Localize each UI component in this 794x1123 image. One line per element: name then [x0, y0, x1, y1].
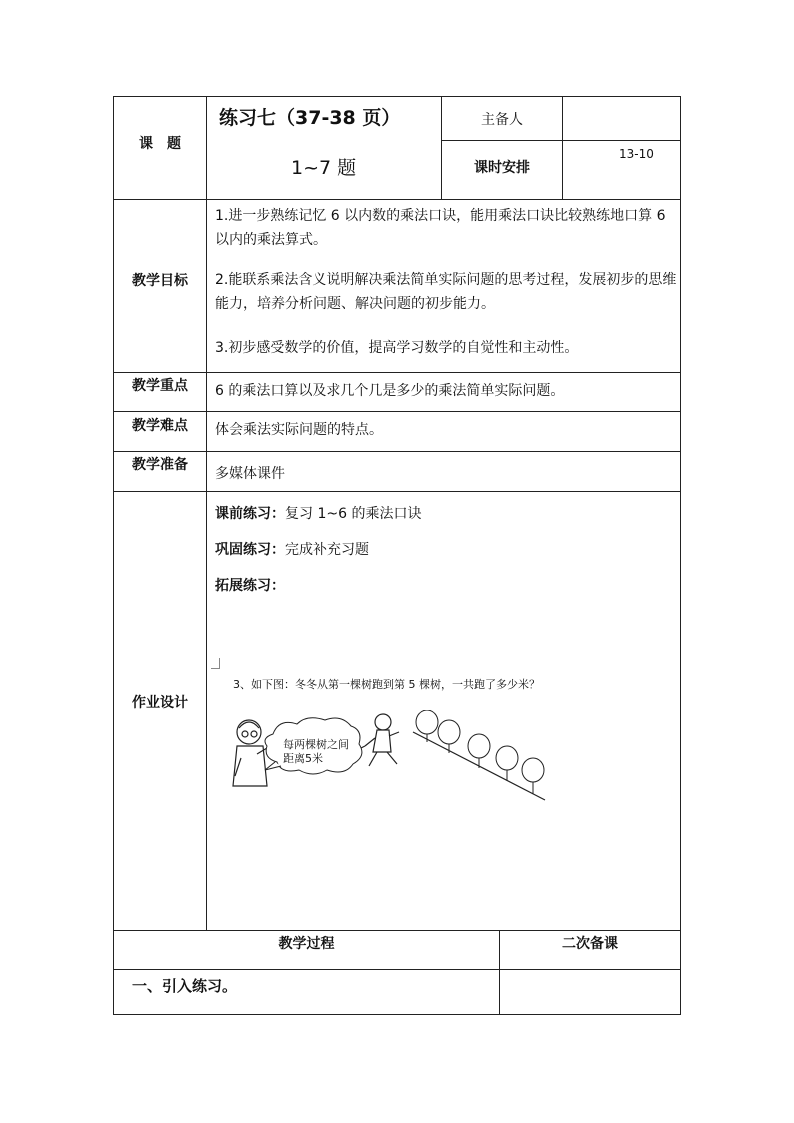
preparation-label-cell: [113, 451, 207, 492]
goal-item-1: 1.进一步熟练记忆 6 以内数的乘法口诀，能用乘法口诀比较熟练地口算 6 以内的乘法算式。: [215, 208, 666, 248]
second-prep-label: 二次备课: [562, 936, 618, 952]
goals-label-cell: [113, 199, 207, 373]
goal-item-3: 3.初步感受数学的价值，提高学习数学的自觉性和主动性。: [215, 340, 579, 356]
schedule-label-cell: [441, 140, 563, 200]
key-points-label-cell: [113, 372, 207, 412]
tree-icon: [468, 734, 490, 768]
lesson-title-line1: 练习七（37-38 页）: [219, 107, 401, 129]
boy-speaking-icon: [233, 720, 267, 786]
process-content-cell: [113, 969, 500, 1015]
preparation-content-cell: [206, 451, 681, 492]
subject-label: 课 题: [139, 136, 181, 152]
pre-practice: [215, 502, 421, 526]
corner-mark: [211, 658, 220, 669]
tree-icon: [496, 746, 518, 781]
consolidate-practice-label: 巩固练习：: [215, 542, 285, 558]
difficulties-label-cell: [113, 411, 207, 452]
extend-practice-label: 拓展练习：: [215, 578, 285, 594]
second-prep-content-cell: [499, 969, 681, 1015]
key-points-label: 教学重点: [132, 378, 188, 394]
second-prep-label-cell: [499, 930, 681, 970]
lesson-title-cell: [206, 96, 442, 200]
homework-content-cell: [206, 491, 681, 931]
tree-icon: [416, 710, 438, 742]
tree-icon: [438, 720, 460, 753]
consolidate-practice-text: 完成补充习题: [285, 542, 369, 558]
running-boy-icon: [361, 714, 399, 766]
process-label: 教学过程: [278, 936, 335, 952]
goals-label: 教学目标: [132, 273, 188, 289]
goals-content-cell: [206, 199, 681, 373]
pre-practice-text: 复习 1~6 的乘法口诀: [285, 506, 422, 522]
difficulties-content-cell: [206, 411, 681, 452]
goal-item-2: 2.能联系乘法含义说明解决乘法简单实际问题的思考过程，发展初步的思维能力，培养分析问题、解决问题的初步能力。: [215, 272, 677, 312]
preparation-label: 教学准备: [132, 457, 188, 473]
difficulties-label: 教学难点: [132, 418, 188, 434]
process-label-cell: [113, 930, 500, 970]
difficulties-text: 体会乘法实际问题的特点。: [215, 422, 383, 438]
schedule-value-cell: [562, 140, 681, 200]
tree-icon: [522, 758, 544, 794]
key-points-text: 6 的乘法口算以及求几个几是多少的乘法简单实际问题。: [215, 383, 565, 399]
schedule-value: 13-10: [619, 147, 654, 161]
preparer-label-cell: [441, 96, 563, 141]
process-step-1: 一、引入练习。: [132, 977, 238, 995]
lesson-title-line2: 1~7 题: [291, 157, 357, 179]
homework-label: 作业设计: [132, 695, 188, 711]
running-trees-illustration: [227, 710, 567, 810]
preparation-text: 多媒体课件: [215, 466, 285, 482]
subject-label-cell: [113, 96, 207, 200]
problem-text: 3、如下图：冬冬从第一棵树跑到第 5 棵树，一共跑了多少米？: [233, 678, 540, 691]
homework-label-cell: [113, 491, 207, 931]
bubble-line2: 距离5米: [283, 752, 323, 765]
key-points-content-cell: [206, 372, 681, 412]
consolidate-practice: [215, 538, 369, 562]
preparer-label: 主备人: [481, 112, 523, 128]
preparer-value-cell: [562, 96, 681, 141]
schedule-label: 课时安排: [474, 160, 530, 176]
bubble-line1: 每两棵树之间: [283, 738, 349, 751]
pre-practice-label: 课前练习：: [215, 506, 285, 522]
